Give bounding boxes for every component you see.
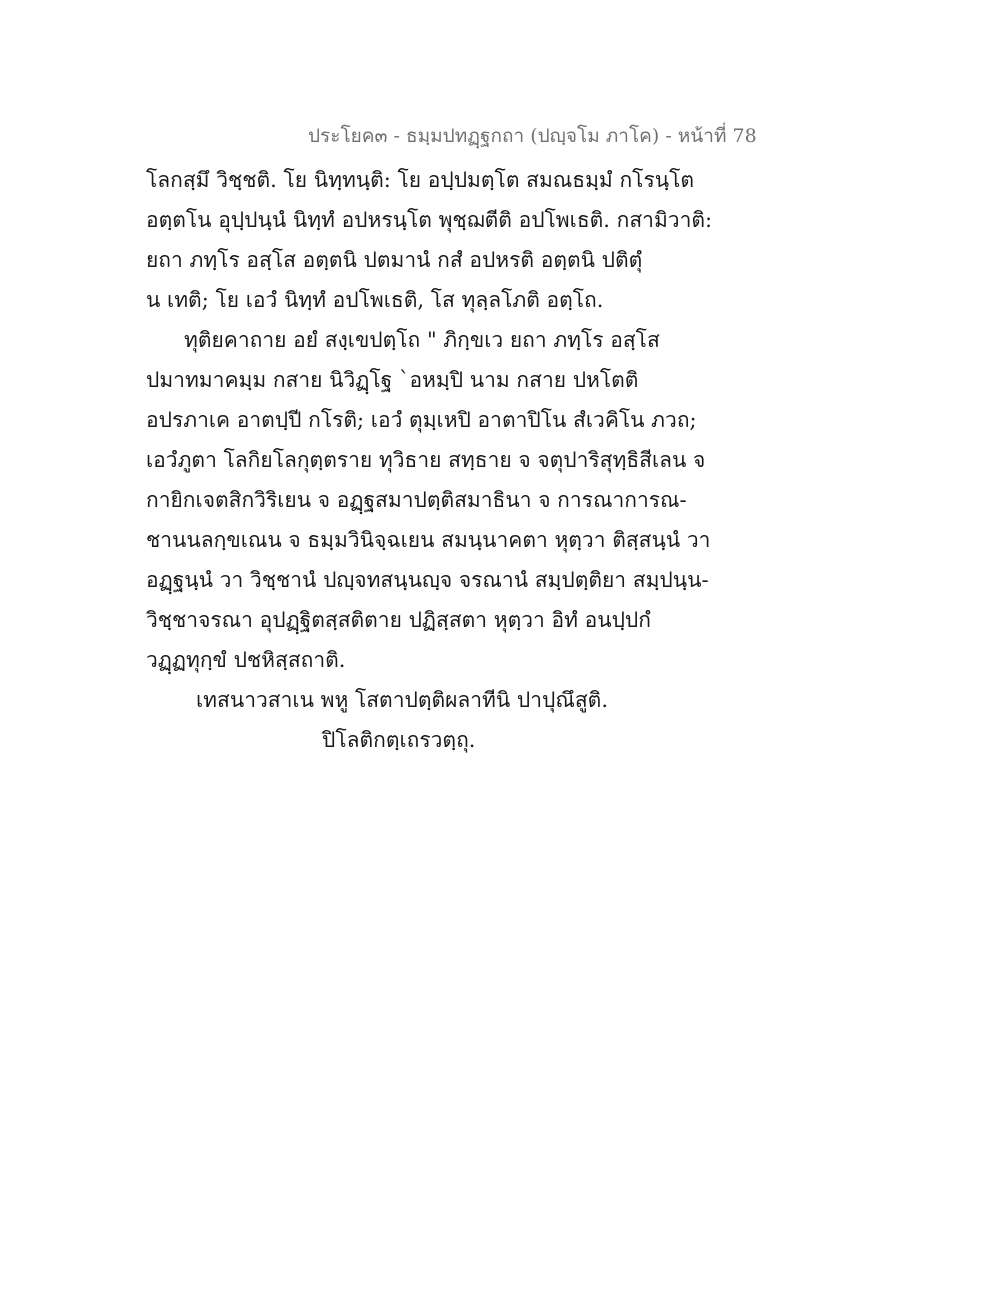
closing-line: เทสนาวสาเน พหู โสตาปตฺติผลาทีนิ ปาปุณึสูติ. <box>196 688 608 712</box>
text-line: วฏฺฏทุกฺขํ ปชหิสฺสถาติ. <box>146 648 346 672</box>
text-line: ปมาทมาคมฺม กสาย นิวิฏฺโฐ `อหมฺปิ นาม กสาย ปหโตติ <box>146 368 639 392</box>
text-line: อตฺตโน อุปฺปนฺนํ นิทฺทํ อปหรนฺโต พุชฺฌตีติ อปโพเธติ. กสามิวาติ: <box>146 208 713 232</box>
text-line: กายิกเจตสิกวิริเยน จ อฏฺฐสมาปตฺติสมาธินา จ การณาการณ- <box>146 488 687 512</box>
text-line: เอวํภูตา โลกิยโลกุตฺตราย ทุวิธาย สทฺธาย จ จตุปาริสุทฺธิสีเลน จ <box>146 448 706 472</box>
text-line: วิชฺชาจรณา อุปฏฺฐิตสฺสติตาย ปฏิสฺสตา หุตฺวา อิทํ อนปฺปกํ <box>146 608 651 632</box>
text-line: ยถา ภทฺโร อสฺโส อตฺตนิ ปตมานํ กสํ อปหรติ อตฺตนิ ปติตุํ <box>146 248 643 272</box>
body-text <box>146 160 713 760</box>
text-line: ชานนลกฺขเณน จ ธมฺมวินิจฺฉเยน สมนฺนาคตา หุตฺวา ติสฺสนฺนํ วา <box>146 528 711 552</box>
text-line: อฏฺฐนฺนํ วา วิชฺชานํ ปญฺจทสนฺนญฺจ จรณานํ สมฺปตฺติยา สมฺปนฺน- <box>146 568 709 592</box>
story-end-title: ปิโลติกตฺเถรวตฺถุ. <box>322 728 476 752</box>
text-line: โลกสฺมึ วิชฺชติ. โย นิทฺทนฺติ: โย อปฺปมตฺโต สมณธมฺมํ กโรนฺโต <box>146 168 694 192</box>
running-head: ประโยค๓ - ธมฺมปทฏฺฐกถา (ปญฺจโม ภาโค) - หน้าที่ 78 <box>308 125 757 147</box>
text-line: อปรภาเค อาตปฺปี กโรติ; เอวํ ตุมฺเหปิ อาตาปิโน สํเวคิโน ภวถ; <box>146 408 697 432</box>
text-line: ทุติยคาถาย อยํ สงฺเขปตฺโถ " ภิกฺขเว ยถา ภทฺโร อสฺโส <box>184 328 660 352</box>
text-line: น เทติ; โย เอวํ นิทฺทํ อปโพเธติ, โส ทุลฺลโภติ อตฺโถ. <box>146 288 604 312</box>
